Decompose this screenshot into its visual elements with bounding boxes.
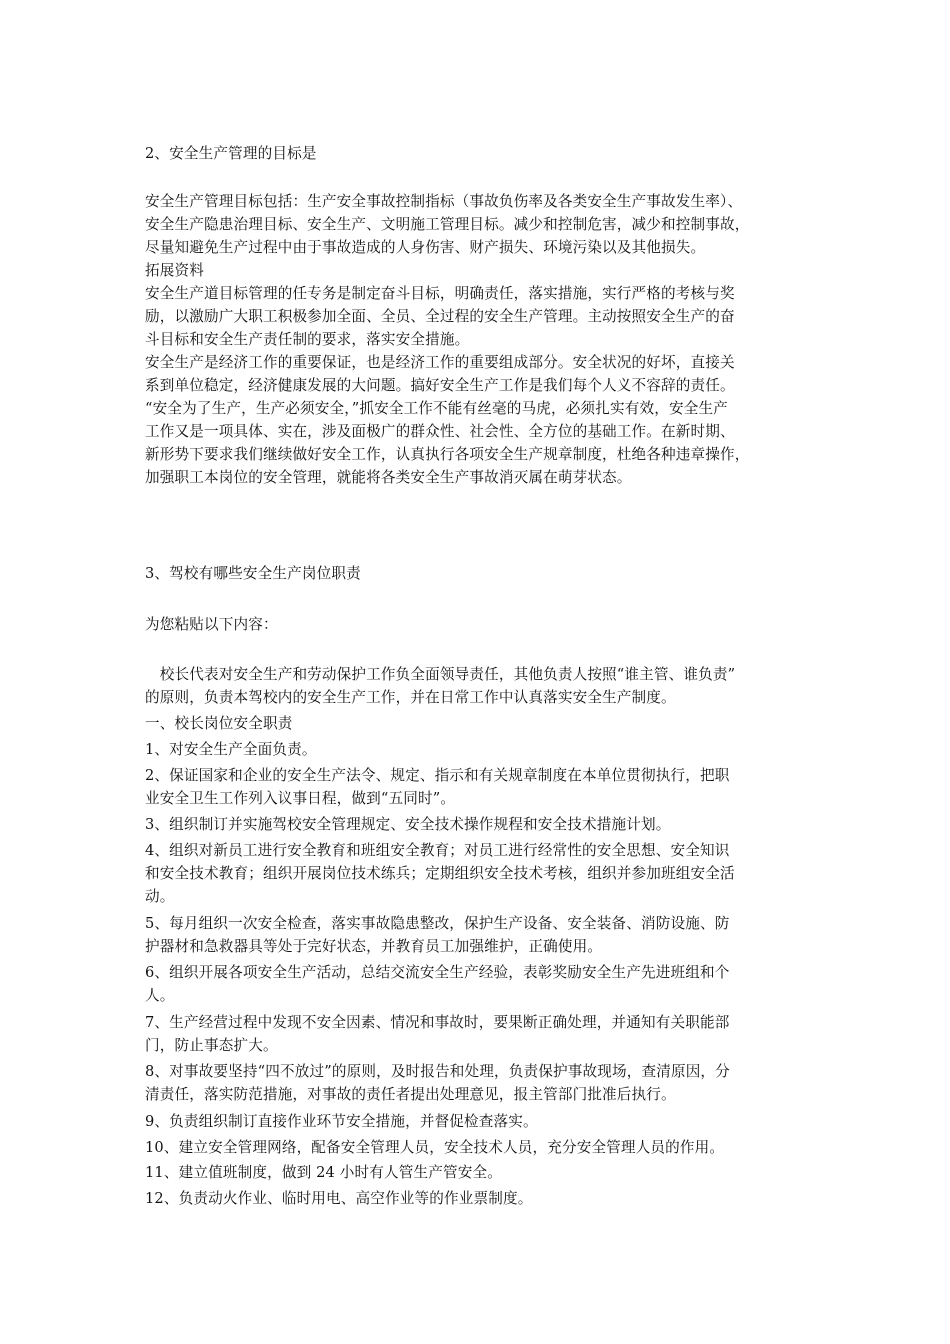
- section2-heading: 2、安全生产管理的目标是: [145, 145, 317, 162]
- s2-para3-line: 加强职工本岗位的安全管理，就能将各类安全生产事故消灭属在萌芽状态。: [145, 469, 632, 486]
- s2-para3-line: 新形势下要求我们继续做好安全工作，认真执行各项安全生产规章制度，杜绝各种违章操作，: [145, 446, 750, 463]
- section3-intro: 为您粘贴以下内容：: [145, 616, 278, 633]
- duty-item: 11、建立值班制度，做到 24 小时有人管生产管安全。: [145, 1164, 502, 1181]
- duty-item: 和安全技术教育；组织开展岗位技术练兵；定期组织安全技术考核，组织并参加班组安全活: [145, 865, 735, 882]
- s2-para2-line: 斗目标和安全生产责任制的要求，落实安全措施。: [145, 331, 470, 348]
- duty-item: 5、每月组织一次安全检查，落实事故隐患整改，保护生产设备、安全装备、消防设施、防: [145, 915, 730, 932]
- duty-item: 12、负责动火作业、临时用电、高空作业等的作业票制度。: [145, 1190, 533, 1207]
- duty-item: 6、组织开展各项安全生产活动，总结交流安全生产经验，表彰奖励安全生产先进班组和个: [145, 964, 730, 981]
- s3-sub-heading: 一、校长岗位安全职责: [145, 715, 293, 732]
- duty-item: 门，防止事态扩大。: [145, 1037, 278, 1054]
- duty-item: 10、建立安全管理网络，配备安全管理人员，安全技术人员，充分安全管理人员的作用。: [145, 1139, 725, 1156]
- extension-label: 拓展资料: [145, 262, 204, 279]
- s2-para3-line: 系到单位稳定，经济健康发展的大问题。搞好安全生产工作是我们每个人义不容辞的责任。: [145, 377, 735, 394]
- duty-item: 动。: [145, 888, 175, 905]
- s2-para1-line: 安全生产管理目标包括：生产安全事故控制指标（事故负伤率及各类安全生产事故发生率）、: [145, 193, 743, 210]
- s2-para3-line: “安全为了生产，生产必须安全，”抓安全工作不能有丝毫的马虎，必须扎实有效，安全生产: [145, 400, 728, 417]
- duty-item: 清责任，落实防范措施，对事故的责任者提出处理意见，报主管部门批准后执行。: [145, 1086, 676, 1103]
- duty-item: 2、保证国家和企业的安全生产法令、规定、指示和有关规章制度在本单位贯彻执行，把职: [145, 767, 730, 784]
- s2-para2-line: 安全生产道目标管理的任专务是制定奋斗目标，明确责任，落实措施，实行严格的考核与奖: [145, 285, 735, 302]
- section3-heading: 3、驾校有哪些安全生产岗位职责: [145, 565, 361, 582]
- duty-item: 9、负责组织制订直接作业环节安全措施，并督促检查落实。: [145, 1113, 538, 1130]
- duty-item: 7、生产经营过程中发现不安全因素、情况和事故时，要果断正确处理，并通知有关职能部: [145, 1014, 730, 1031]
- duty-item: 人。: [145, 987, 175, 1004]
- duty-item: 护器材和急救器具等处于完好状态，并教育员工加强维护，正确使用。: [145, 938, 603, 955]
- duty-item: 4、组织对新员工进行安全教育和班组安全教育；对员工进行经常性的安全思想、安全知识: [145, 842, 730, 859]
- s2-para3-line: 工作又是一项具体、实在，涉及面极广的群众性、社会性、全方位的基础工作。在新时期、: [145, 423, 735, 440]
- s3-para1-line: 校长代表对安全生产和劳动保护工作负全面领导责任，其他负责人按照“谁主管、谁负责”: [145, 666, 736, 683]
- s2-para1-line: 安全生产隐患治理目标、安全生产、文明施工管理目标。减少和控制危害，减少和控制事故，: [145, 216, 750, 233]
- duty-item: 3、组织制订并实施驾校安全管理规定、安全技术操作规程和安全技术措施计划。: [145, 816, 671, 833]
- s2-para3-line: 安全生产是经济工作的重要保证，也是经济工作的重要组成部分。安全状况的好坏，直接关: [145, 354, 735, 371]
- duty-item: 1、对安全生产全面负责。: [145, 741, 317, 758]
- s2-para1-line: 尽量知避免生产过程中由于事故造成的人身伤害、财产损失、环境污染以及其他损失。: [145, 239, 706, 256]
- s3-para1-line: 的原则，负责本驾校内的安全生产工作，并在日常工作中认真落实安全生产制度。: [145, 689, 676, 706]
- duty-item: 8、对事故要坚持“四不放过”的原则，及时报告和处理，负责保护事故现场，查清原因，分: [145, 1063, 730, 1080]
- duty-item: 业安全卫生工作列入议事日程，做到“五同时”。: [145, 790, 456, 807]
- s2-para2-line: 励，以激励广大职工积极参加全面、全员、全过程的安全生产管理。主动按照安全生产的奋: [145, 308, 735, 325]
